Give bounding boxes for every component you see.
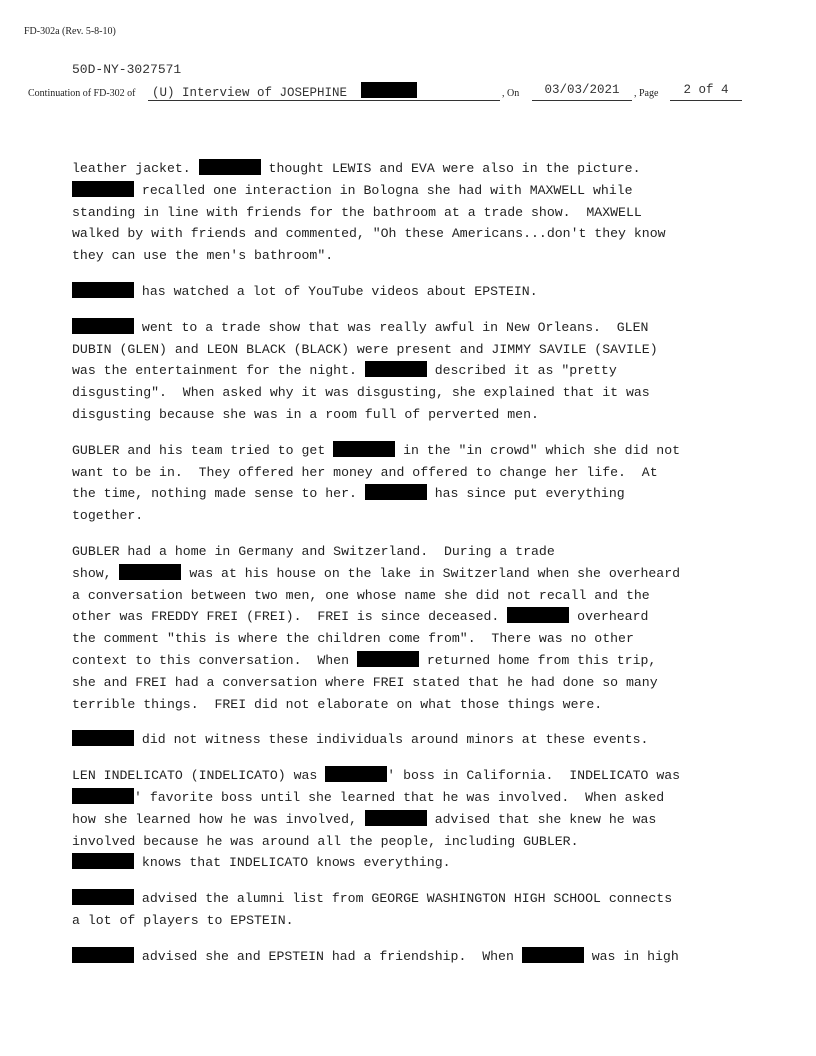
text-segment: GUBLER and his team tried to get [72, 442, 334, 458]
date-field: 03/03/2021 [532, 82, 632, 101]
paragraph [72, 765, 762, 874]
redaction-block [72, 889, 134, 905]
file-number: 50D-NY-3027571 [72, 62, 182, 77]
paragraph [72, 888, 762, 932]
redaction-block [72, 181, 134, 197]
text-segment: has since put everything together. [72, 486, 625, 524]
narrative-body [72, 158, 762, 982]
page-field: 2 of 4 [670, 82, 742, 101]
redaction-block [365, 361, 427, 377]
paragraph [72, 440, 762, 527]
text-segment: advised that she knew he was involved because he was around all the people, including GUBLER. [72, 811, 657, 849]
on-label: , On [502, 88, 520, 99]
continuation-row [28, 82, 758, 102]
text-segment: advised the alumni list from GEORGE WASHINGTON HIGH SCHOOL connects a lot of players to EPSTEIN. [72, 891, 673, 928]
paragraph [72, 541, 762, 715]
redaction-block [119, 564, 181, 580]
text-segment: GUBLER had a home in Germany and Switzerland. During a trade show, [72, 543, 555, 581]
text-segment: in the "in crowd" which she did not want to be in. They offered her money and offered to change her life. At the time, nothing made sense to her. [72, 442, 681, 502]
text-segment: did not witness these individuals around minors at these events. [134, 732, 649, 748]
text-segment: ' boss in California. INDELICATO was [387, 768, 681, 784]
paragraph [72, 946, 762, 968]
text-segment: was at his house on the lake in Switzerland when she overheard a conversation between two men, one whose name she did not recall and the other was FREDDY FREI (FREI). FREI is since deceased. [72, 565, 681, 625]
page-label: , Page [634, 88, 659, 99]
text-segment: knows that INDELICATO knows everything. [134, 855, 451, 871]
text-segment: advised she and EPSTEIN had a friendship. When [134, 948, 522, 964]
paragraph [72, 729, 762, 751]
redaction-block [522, 947, 584, 963]
redaction-block [365, 484, 427, 500]
text-segment: recalled one interaction in Bologna she had with MAXWELL while standing in line with friends for the bathroom at a trade show. MAXWELL walked by with friends and commented, "Oh these Americans...don't they know they can use the men's bathroom". [72, 182, 666, 264]
text-segment: ' favorite boss until she learned that he was involved. When asked how she learned how he was involved, [72, 789, 665, 827]
paragraph [72, 158, 762, 267]
text-segment: described it as "pretty disgusting". When asked why it was disgusting, she explained that it was disgusting because she was in a room full of perverted men. [72, 363, 650, 422]
text-segment: LEN INDELICATO (INDELICATO) was [72, 768, 326, 784]
redaction-block [325, 766, 387, 782]
text-segment: thought LEWIS and EVA were also in the picture. [268, 161, 641, 176]
redaction-block [72, 282, 134, 298]
text-segment: returned home from this trip, she and FREI had a conversation where FREI stated that he had done so many terrible things. FREI did not elaborate on what those things were. [72, 652, 658, 712]
redaction-block [365, 810, 427, 826]
redaction-block [72, 730, 134, 746]
redaction-block [72, 947, 134, 963]
paragraph [72, 281, 762, 303]
redaction-block [199, 159, 261, 175]
text-segment: went to a trade show that was really awful in New Orleans. GLEN DUBIN (GLEN) and LEON BLACK (BLACK) were present and JIMMY SAVILE (SAVILE) was the entertainment for the night. [72, 319, 658, 379]
paragraph [72, 317, 762, 426]
continuation-label: Continuation of FD-302 of [28, 88, 136, 99]
text-segment: leather jacket. [72, 161, 199, 176]
text-segment: was in high [583, 948, 679, 964]
text-segment: overheard the comment "this is where the children come from". There was no other context to this conversation. When [72, 609, 649, 668]
text-segment: has watched a lot of YouTube videos about EPSTEIN. [134, 283, 538, 299]
redaction-block [72, 788, 134, 804]
redaction-block [333, 441, 395, 457]
redaction-block [72, 853, 134, 869]
subject-field [148, 82, 500, 101]
redaction-block [72, 318, 134, 334]
redaction-block [357, 651, 419, 667]
subject-text: (U) Interview of JOSEPHINE [152, 86, 348, 100]
redaction-block [361, 82, 417, 98]
redaction-block [507, 607, 569, 623]
form-id: FD-302a (Rev. 5-8-10) [24, 26, 116, 37]
